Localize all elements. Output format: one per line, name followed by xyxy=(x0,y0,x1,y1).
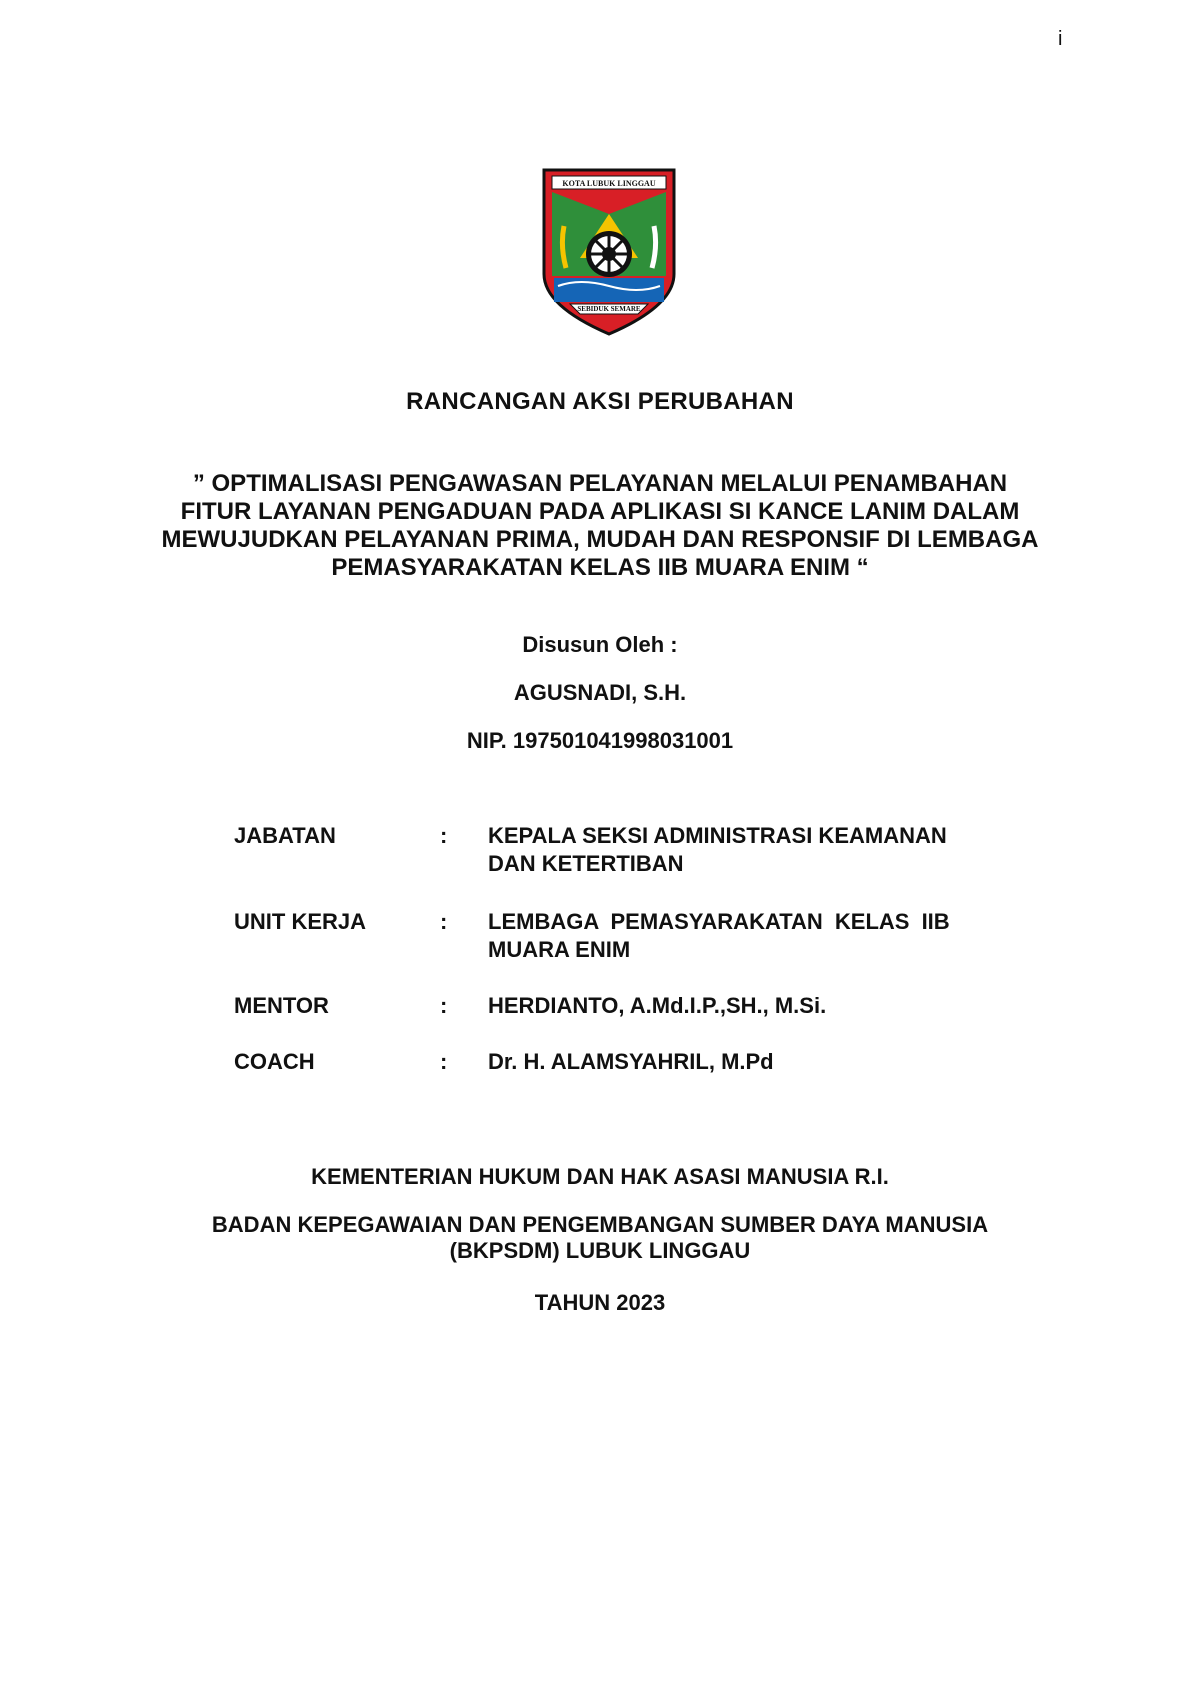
info-value-line: HERDIANTO, A.Md.I.P.,SH., M.Si. xyxy=(488,993,827,1018)
info-row-jabatan xyxy=(234,822,1014,878)
title-line: PEMASYARAKATAN KELAS IIB MUARA ENIM “ xyxy=(331,554,869,581)
info-value xyxy=(488,908,1008,964)
info-table xyxy=(234,822,1014,1076)
info-value-line: DAN KETERTIBAN xyxy=(488,851,684,876)
agency-line: BADAN KEPEGAWAIAN DAN PENGEMBANGAN SUMBER DAYA MANUSIA xyxy=(211,1212,989,1237)
info-label: MENTOR xyxy=(234,993,329,1018)
author-nip: NIP. 197501041998031001 xyxy=(466,728,734,753)
info-separator: : xyxy=(440,909,448,934)
info-label: UNIT KERJA xyxy=(234,909,367,934)
info-value xyxy=(488,1048,1008,1076)
info-value-line: KEPALA SEKSI ADMINISTRASI KEAMANAN xyxy=(488,823,947,848)
title-line: FITUR LAYANAN PENGADUAN PADA APLIKASI SI KANCE LANIM DALAM xyxy=(180,498,1020,525)
info-label: JABATAN xyxy=(234,823,336,848)
info-value xyxy=(488,992,1008,1020)
info-separator: : xyxy=(440,823,448,848)
agency-name xyxy=(0,1212,1200,1264)
info-separator: : xyxy=(440,1049,448,1074)
title-line: MEWUJUDKAN PELAYANAN PRIMA, MUDAH DAN RESPONSIF DI LEMBAGA xyxy=(161,526,1039,553)
document-title xyxy=(0,470,1200,582)
info-label: COACH xyxy=(234,1049,315,1074)
info-value xyxy=(488,822,1008,878)
info-value-line: Dr. H. ALAMSYAHRIL, M.Pd xyxy=(488,1049,774,1074)
info-value-line: MUARA ENIM xyxy=(488,937,631,962)
document-heading: RANCANGAN AKSI PERUBAHAN xyxy=(406,388,794,415)
logo-motto: SEBIDUK SEMARE xyxy=(577,305,641,313)
info-value-line: LEMBAGA PEMASYARAKATAN KELAS IIB xyxy=(488,909,950,934)
page-number: i xyxy=(1058,28,1063,50)
logo-top-banner: KOTA LUBUK LINGGAU xyxy=(562,179,656,188)
title-line: ” OPTIMALISASI PENGAWASAN PELAYANAN MELALUI PENAMBAHAN xyxy=(192,470,1008,497)
info-row-mentor xyxy=(234,992,1014,1020)
author-name: AGUSNADI, S.H. xyxy=(513,680,687,705)
agency-line: (BKPSDM) LUBUK LINGGAU xyxy=(449,1238,751,1263)
info-separator: : xyxy=(440,993,448,1018)
document-year: TAHUN 2023 xyxy=(534,1290,666,1315)
info-row-unit-kerja xyxy=(234,908,1014,964)
city-emblem-logo xyxy=(540,166,678,338)
prepared-by-label: Disusun Oleh : xyxy=(522,632,678,657)
ministry-name: KEMENTERIAN HUKUM DAN HAK ASASI MANUSIA R.I. xyxy=(311,1164,889,1189)
info-row-coach xyxy=(234,1048,1014,1076)
